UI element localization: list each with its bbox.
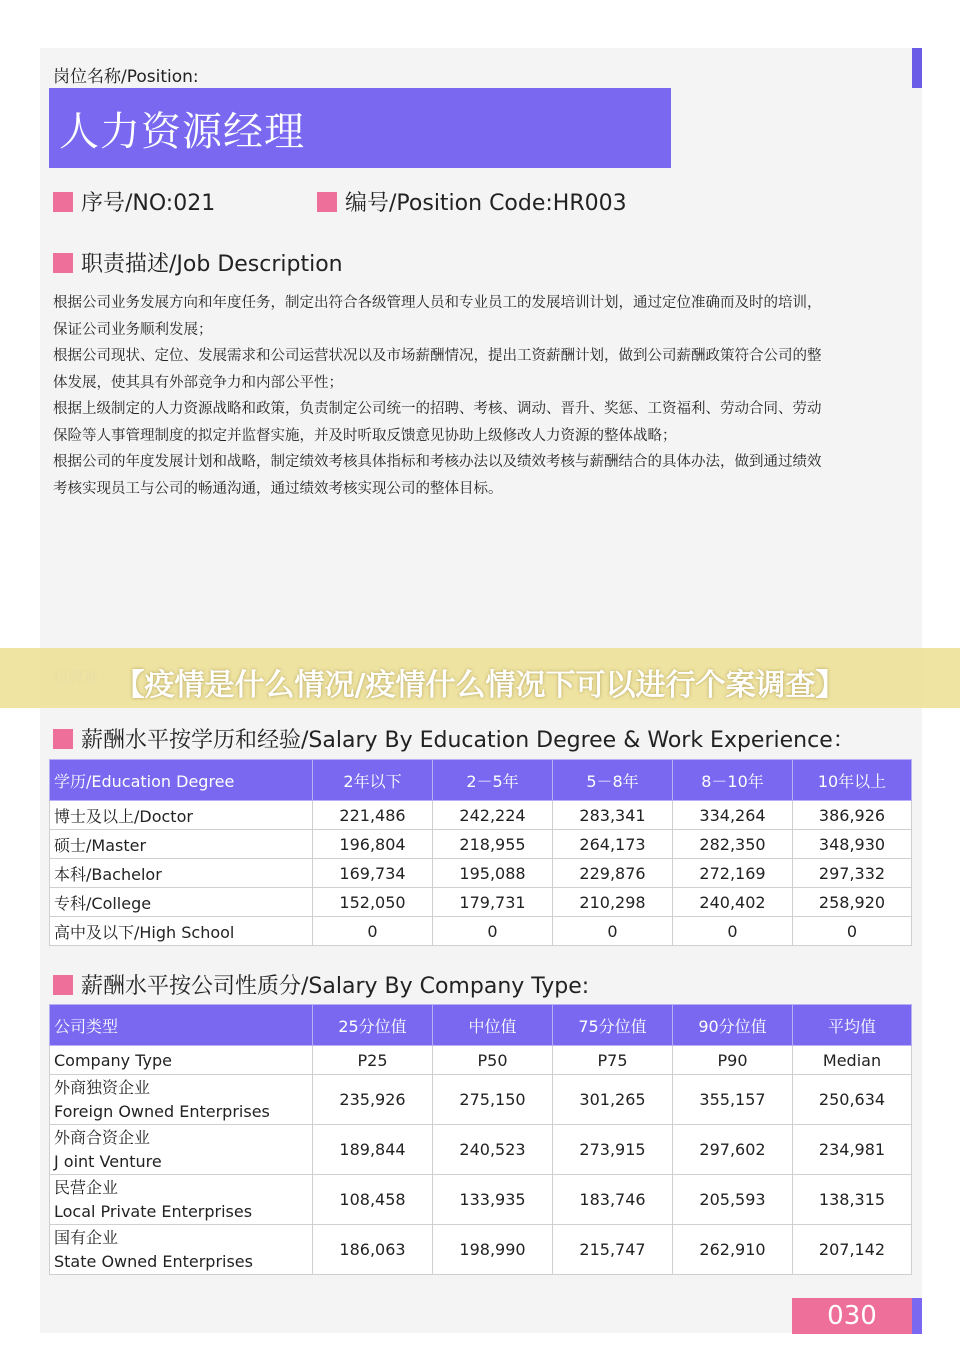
description-line: 根据公司的年度发展计划和战略，制定绩效考核具体指标和考核办法以及绩效考核与薪酬结合的具体办法，做到通过绩效 <box>53 454 822 470</box>
table-cell: 169,734 <box>313 859 433 888</box>
table-cell: 189,844 <box>313 1125 433 1175</box>
pink-square-icon <box>53 192 73 212</box>
banner-text: 【疫情是什么情况/疫情什么情况下可以进行个案调查】 <box>114 668 846 703</box>
company-type-en: State Owned Enterprises <box>54 1251 253 1271</box>
table-cell: 297,602 <box>673 1125 793 1175</box>
job-description-heading-text: 职责描述/Job Description <box>81 252 343 277</box>
table-cell: 0 <box>673 917 793 946</box>
column-header: 中位值 <box>433 1005 553 1046</box>
company-type-en: J oint Venture <box>54 1151 162 1171</box>
table-cell: 242,224 <box>433 801 553 830</box>
table-cell: 215,747 <box>553 1225 673 1275</box>
description-line: 考核实现员工与公司的畅通沟通，通过绩效考核实现公司的整体目标。 <box>53 480 503 497</box>
pink-square-icon <box>317 192 337 212</box>
table-cell: 179,731 <box>433 888 553 917</box>
column-header: 5－8年 <box>553 760 673 801</box>
table-cell: 0 <box>793 917 912 946</box>
table-cell: 205,593 <box>673 1175 793 1225</box>
job-description-body <box>53 290 913 502</box>
table-row <box>50 1175 912 1225</box>
table-cell: 334,264 <box>673 801 793 830</box>
table-cell <box>50 1175 313 1225</box>
pink-square-icon <box>53 975 73 995</box>
table-cell: 133,935 <box>433 1175 553 1225</box>
table-cell: 348,930 <box>793 830 912 859</box>
column-header: 10年以上 <box>793 760 912 801</box>
column-header: 学历/Education Degree <box>50 760 313 801</box>
table-cell: 221,486 <box>313 801 433 830</box>
table-row <box>50 830 912 859</box>
description-line: 根据公司业务发展方向和年度任务，制定出符合各级管理人员和专业员工的发展培训计划，通过定位准确而及时的培训， <box>53 295 822 311</box>
table-cell: 240,523 <box>433 1125 553 1175</box>
company-type-en: Local Private Enterprises <box>54 1201 253 1221</box>
description-line: 根据公司现状、定位、发展需求和公司运营状况以及市场薪酬情况，提出工资薪酬计划，做到公司薪酬政策符合公司的整 <box>53 348 822 364</box>
table-cell: 硕士/Master <box>50 830 313 859</box>
table-cell: 138,315 <box>793 1175 912 1225</box>
company-salary-heading <box>53 969 589 1000</box>
side-accent-bar <box>912 48 922 88</box>
position-code <box>317 186 627 217</box>
column-header: 90分位值 <box>673 1005 793 1046</box>
page-number-accent <box>912 1298 922 1334</box>
table-cell: 240,402 <box>673 888 793 917</box>
education-salary-heading-text: 薪酬水平按学历和经验/Salary By Education Degree & Work Experience： <box>81 728 855 753</box>
column-header: 公司类型 <box>50 1005 313 1046</box>
company-salary-heading-text: 薪酬水平按公司性质分/Salary By Company Type: <box>81 974 590 999</box>
table-cell: 博士及以上/Doctor <box>50 801 313 830</box>
table-cell: 282,350 <box>673 830 793 859</box>
table-subheader-row <box>50 1046 912 1075</box>
table-cell: P75 <box>553 1046 673 1075</box>
table-cell: P25 <box>313 1046 433 1075</box>
description-line: 体发展，使其具有外部竞争力和内部公平性； <box>53 374 343 391</box>
table-row <box>50 888 912 917</box>
table-cell <box>50 1075 313 1125</box>
table-cell: 218,955 <box>433 830 553 859</box>
table-cell: 152,050 <box>313 888 433 917</box>
table-cell: 250,634 <box>793 1075 912 1125</box>
pink-square-icon <box>53 253 73 273</box>
table-row <box>50 801 912 830</box>
table-cell: 297,332 <box>793 859 912 888</box>
column-header: 平均值 <box>793 1005 912 1046</box>
table-cell: 高中及以下/High School <box>50 917 313 946</box>
table-cell: Median <box>793 1046 912 1075</box>
company-salary-table <box>49 1004 912 1275</box>
table-cell: 283,341 <box>553 801 673 830</box>
table-cell: 234,981 <box>793 1125 912 1175</box>
table-cell: 专科/College <box>50 888 313 917</box>
table-cell: 275,150 <box>433 1075 553 1125</box>
description-line: 保证公司业务顺利发展； <box>53 321 213 338</box>
column-header: 25分位值 <box>313 1005 433 1046</box>
table-cell <box>50 1125 313 1175</box>
table-row <box>50 1075 912 1125</box>
table-cell: P50 <box>433 1046 553 1075</box>
position-label: 岗位名称/Position: <box>53 67 199 87</box>
table-cell: 235,926 <box>313 1075 433 1125</box>
position-number <box>53 186 215 217</box>
education-salary-heading <box>53 723 855 754</box>
table-cell <box>50 1225 313 1275</box>
table-cell: 258,920 <box>793 888 912 917</box>
table-cell: 0 <box>313 917 433 946</box>
table-cell: 108,458 <box>313 1175 433 1225</box>
table-cell: P90 <box>673 1046 793 1075</box>
title-banner <box>0 648 960 708</box>
description-line: 根据上级制定的人力资源战略和政策，负责制定公司统一的招聘、考核、调动、晋升、奖惩、工资福利、劳动合同、劳动 <box>53 401 822 417</box>
description-line: 保险等人事管理制度的拟定并监督实施，并及时听取反馈意见协助上级修改人力资源的整体战略； <box>53 427 677 444</box>
position-number-text: 序号/NO:021 <box>81 191 216 216</box>
page-number: 030 <box>792 1298 912 1334</box>
education-salary-table <box>49 759 912 946</box>
table-row <box>50 917 912 946</box>
table-cell: 386,926 <box>793 801 912 830</box>
company-type-cn: 民营企业 <box>54 1177 119 1197</box>
table-row <box>50 1125 912 1175</box>
table-cell: 195,088 <box>433 859 553 888</box>
company-type-cn: 外商合资企业 <box>54 1127 151 1147</box>
title-bar <box>49 88 671 168</box>
table-cell: 262,910 <box>673 1225 793 1275</box>
table-cell: 本科/Bachelor <box>50 859 313 888</box>
table-row <box>50 859 912 888</box>
table-cell: 0 <box>553 917 673 946</box>
job-description-heading <box>53 247 343 278</box>
table-cell: 272,169 <box>673 859 793 888</box>
table-header-row <box>50 760 912 801</box>
column-header: 8－10年 <box>673 760 793 801</box>
position-code-text: 编号/Position Code:HR003 <box>345 191 627 216</box>
column-header: 2－5年 <box>433 760 553 801</box>
company-type-cn: 国有企业 <box>54 1227 119 1247</box>
table-cell: 355,157 <box>673 1075 793 1125</box>
table-cell: 210,298 <box>553 888 673 917</box>
column-header: 75分位值 <box>553 1005 673 1046</box>
table-cell: 273,915 <box>553 1125 673 1175</box>
pink-square-icon <box>53 729 73 749</box>
table-cell: 0 <box>433 917 553 946</box>
column-header: 2年以下 <box>313 760 433 801</box>
table-cell: 196,804 <box>313 830 433 859</box>
table-cell: 264,173 <box>553 830 673 859</box>
table-cell: Company Type <box>50 1046 313 1075</box>
company-type-cn: 外商独资企业 <box>54 1077 151 1097</box>
table-cell: 198,990 <box>433 1225 553 1275</box>
table-cell: 186,063 <box>313 1225 433 1275</box>
table-cell: 301,265 <box>553 1075 673 1125</box>
table-row <box>50 1225 912 1275</box>
table-cell: 207,142 <box>793 1225 912 1275</box>
table-cell: 229,876 <box>553 859 673 888</box>
table-cell: 183,746 <box>553 1175 673 1225</box>
position-title: 人力资源经理 <box>59 109 305 155</box>
table-header-row <box>50 1005 912 1046</box>
company-type-en: Foreign Owned Enterprises <box>54 1101 270 1121</box>
